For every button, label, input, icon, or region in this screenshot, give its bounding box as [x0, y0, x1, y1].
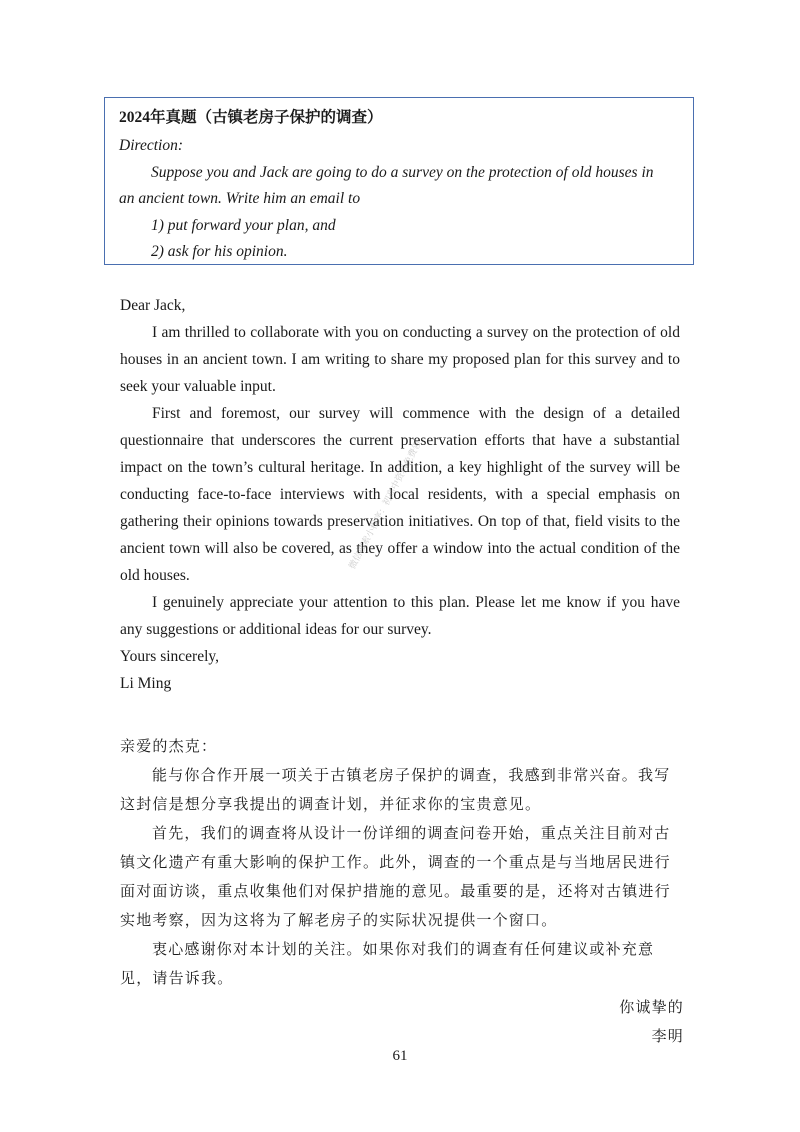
- cn-paragraph-3: 衷心感谢你对本计划的关注。如果你对我们的调查有任何建议或补充意见，请告诉我。: [120, 940, 655, 987]
- cn-paragraph-2: 首先，我们的调查将从设计一份详细的调查问卷开始，重点关注目前对古镇文化遗产有重大影响的保护工作。此外，调查的一个重点是与当地居民进行面对面访谈，重点收集他们对保护措施的意见。最重要的是，还将对古镇进行实地考察，因为这将为了解老房子的实际状况提供一个窗口。: [120, 824, 671, 929]
- english-letter: [120, 292, 680, 697]
- cn-paragraph-1: 能与你合作开展一项关于古镇老房子保护的调查，我感到非常兴奋。我写这封信是想分享我提出的调查计划，并征求你的宝贵意见。: [120, 766, 671, 813]
- direction-box: [104, 97, 694, 265]
- cn-closing: 你诚挚的: [619, 998, 684, 1016]
- chinese-translation: [120, 732, 684, 1051]
- direction-line-2: an ancient town. Write him an email to: [119, 190, 361, 207]
- direction-item-2: 2) ask for his opinion.: [151, 243, 288, 260]
- page-number: 61: [392, 1048, 408, 1064]
- letter-closing: Yours sincerely,: [120, 648, 220, 665]
- direction-label: Direction:: [119, 137, 183, 154]
- letter-paragraph-2: First and foremost, our survey will commence with the design of a detailed questionnaire that underscores the current preservation efforts that have a substantial impact on the town’s cultural heritage. In addition, a key highlight of the survey will be conducting face-to-face interviews with local residents, with a special emphasis on gathering their opinions towards preservation initiatives. On top of that, field visits to the ancient town will also be covered, as they offer a window into the actual condition of the old houses.: [120, 405, 680, 584]
- direction-line-1: Suppose you and Jack are going to do a survey on the protection of old houses in: [151, 163, 654, 181]
- cn-salutation: 亲爱的杰克：: [120, 737, 218, 755]
- watermark: 微信搜索小程序：初高中资料免费领: [347, 439, 425, 572]
- exam-title: 2024年真题（古镇老房子保护的调查）: [119, 109, 383, 126]
- letter-signature: Li Ming: [120, 675, 172, 692]
- letter-paragraph-1: I am thrilled to collaborate with you on conducting a survey on the protection of old houses in an ancient town. I am writing to share my proposed plan for this survey and to seek your valuable input.: [120, 324, 680, 395]
- letter-salutation: Dear Jack,: [120, 297, 186, 314]
- direction-item-1: 1) put forward your plan, and: [151, 216, 336, 234]
- letter-paragraph-3: I genuinely appreciate your attention to this plan. Please let me know if you have any suggestions or additional ideas for our survey.: [120, 594, 680, 638]
- cn-signature: 李明: [651, 1027, 684, 1045]
